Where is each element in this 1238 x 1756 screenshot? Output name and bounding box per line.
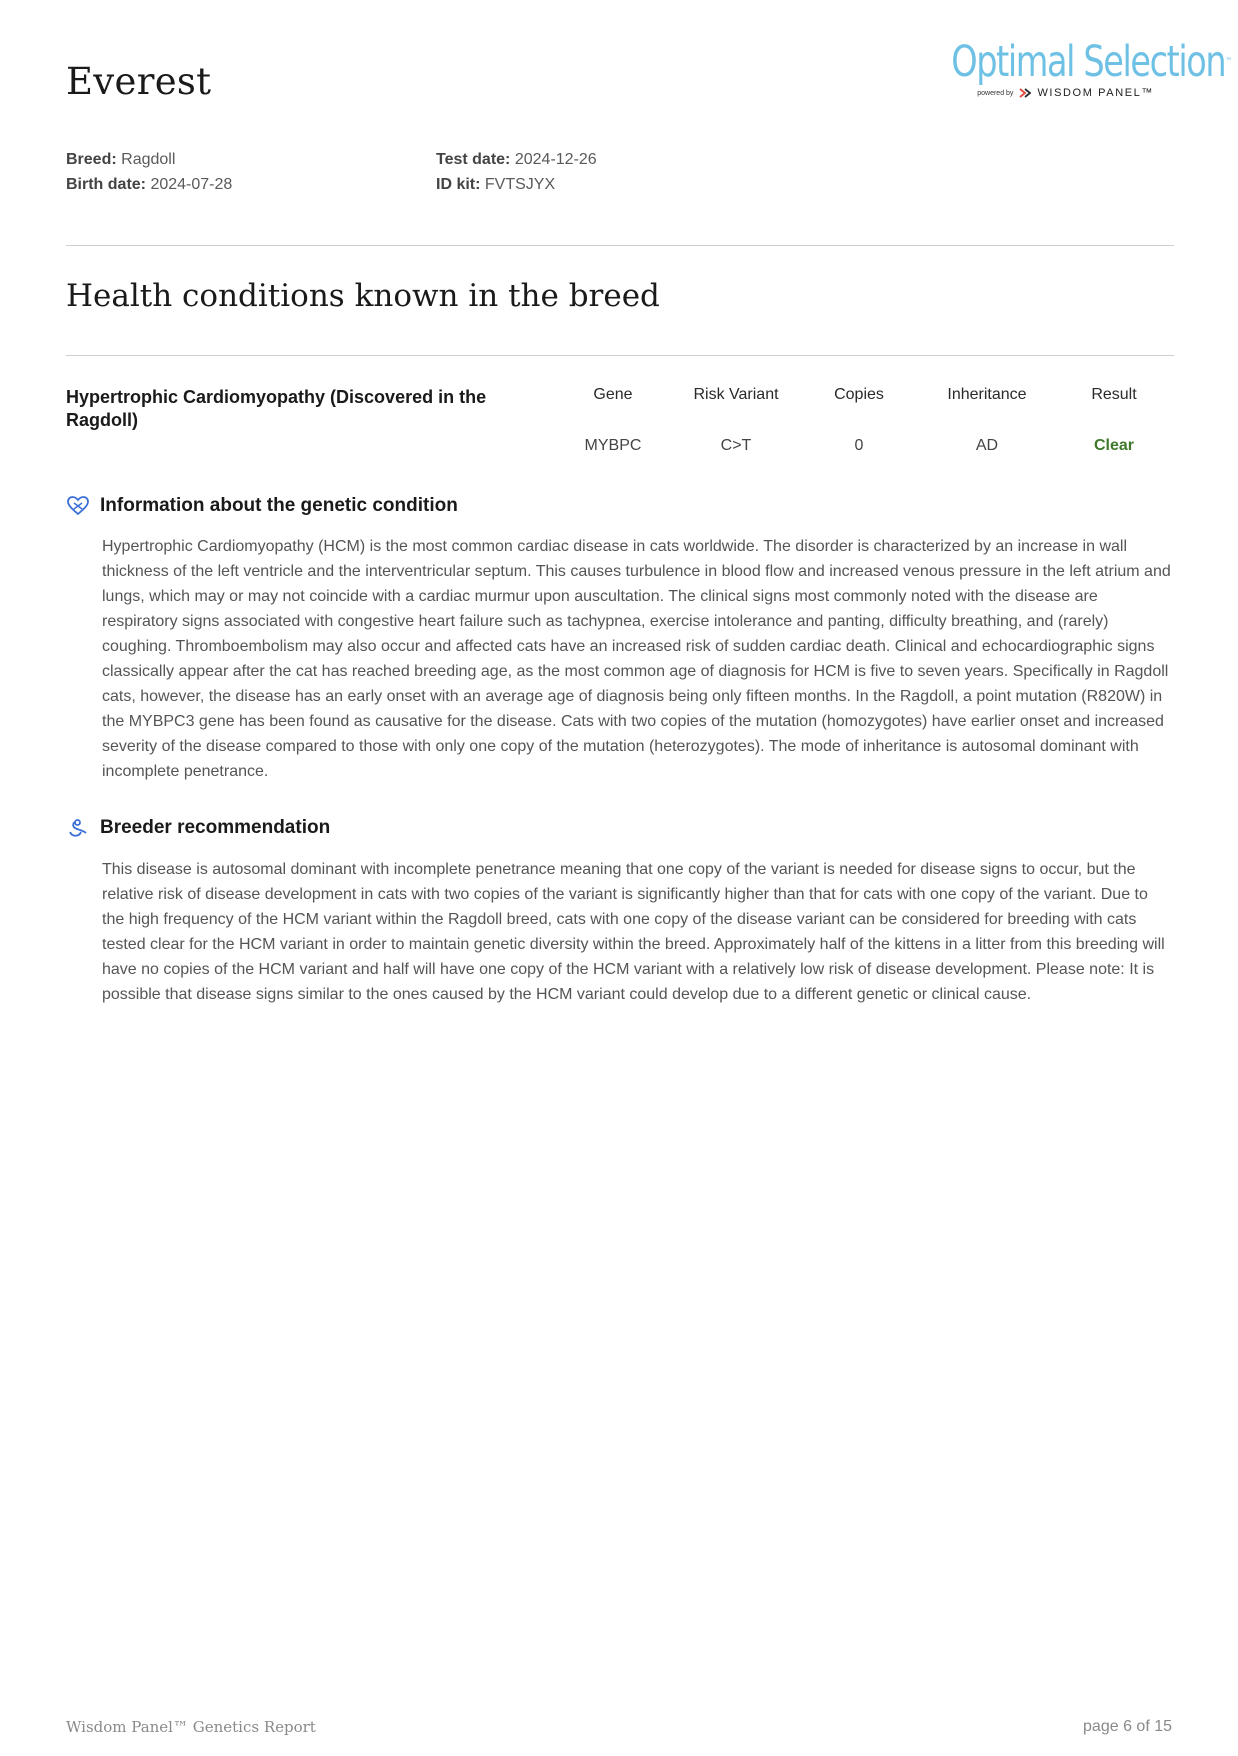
optimal-selection-logo xyxy=(894,37,1233,99)
logo-wordmark: Optimal Selection™ xyxy=(951,37,1233,87)
meta-left xyxy=(66,147,232,197)
birth-date-row: Birth date: 2024-07-28 xyxy=(66,176,233,193)
logo-brand: WISDOM PANEL™ xyxy=(1037,87,1154,99)
breeding-icon xyxy=(66,816,90,840)
divider xyxy=(66,355,1174,356)
section-title: Health conditions known in the breed xyxy=(66,278,660,314)
logo-subline xyxy=(894,87,1154,99)
test-date-value: 2024-12-26 xyxy=(514,151,597,168)
breed-row: Breed: Ragdoll xyxy=(66,151,176,168)
logo-powered-by: powered by xyxy=(977,89,1014,97)
heart-dna-icon xyxy=(66,494,90,518)
footer-report-title: Wisdom Panel™ Genetics Report xyxy=(66,1718,316,1736)
breeder-paragraph: This disease is autosomal dominant with incomplete penetrance meaning that one copy of the variant is needed for disease signs to occur, but the relative risk of disease development in cats with two copies of the variant is significantly higher than that for cats with one copy of the variant. Due to the high frequency of the HCM variant within the Ragdoll breed, cats with one copy of the disease variant can be considered for breeding with cats tested clear for the HCM variant in order to maintain genetic diversity within the breed. Approximately half of the kittens in a litter from this breeding will have no copies of the HCM variant and half will have one copy of the HCM variant with a relatively low risk of disease development. Please note: It is possible that disease signs similar to the ones caused by the HCM variant could develop due to a different genetic or clinical cause. xyxy=(102,861,1165,1003)
gene-value: MYBPC xyxy=(584,437,642,454)
info-paragraph: Hypertrophic Cardiomyopathy (HCM) is the most common cardiac disease in cats worldwide. The disorder is characterized by an increase in wall thickness of the left ventricle and the interventricular septum. This causes turbulence in blood flow and increased venous pressure in the left atrium and lungs, which may or may not coincide with a cardiac murmur upon auscultation. The clinical signs most commonly noted with the disease are respiratory signs associated with congestive heart failure such as tachypnea, exercise intolerance and panting, difficulty breathing, and (rarely) coughing. Thromboembolism may also occur and affected cats have an increased risk of sudden cardiac death. Clinical and echocardiographic signs classically appear after the cat has reached breeding age, as the most common age of diagnosis for HCM is five to seven years. Specifically in Ragdoll cats, however, the disease has an early onset with an average age of diagnosis being only fifteen months. In the Ragdoll, a point mutation (R820W) in the MYBPC3 gene has been found as causative for the disease. Cats with two copies of the mutation (homozygotes) have earlier onset and increased severity of the disease compared to those with only one copy of the mutation (heterozygotes). The mode of inheritance is autosomal dominant with incomplete penetrance. xyxy=(102,538,1171,780)
breed-value: Ragdoll xyxy=(121,151,176,168)
divider xyxy=(66,245,1174,246)
result-value: Clear xyxy=(1093,437,1135,454)
condition-name: Hypertrophic Cardiomyopathy (Discovered in the Ragdoll) xyxy=(66,387,487,430)
copies-value: 0 xyxy=(854,437,864,454)
breeder-heading-text: Breeder recommendation xyxy=(100,817,331,838)
info-heading xyxy=(66,494,458,518)
page-title: Everest xyxy=(66,60,212,103)
birth-date-value: 2024-07-28 xyxy=(150,176,233,193)
page-number: page 6 of 15 xyxy=(1083,1718,1172,1735)
risk-variant-header: Risk Variant xyxy=(693,386,779,403)
test-date-row: Test date: 2024-12-26 xyxy=(436,151,597,168)
id-kit-row: ID kit: FVTSJYX xyxy=(436,176,556,193)
risk-variant-value: C>T xyxy=(720,437,752,454)
meta-right xyxy=(436,147,597,197)
id-kit-value: FVTSJYX xyxy=(484,176,556,193)
info-heading-text: Information about the genetic condition xyxy=(100,495,458,516)
inheritance-header: Inheritance xyxy=(947,386,1027,403)
wisdom-panel-mark-icon xyxy=(1019,87,1031,99)
breeder-heading xyxy=(66,816,330,840)
gene-header: Gene xyxy=(593,386,633,403)
copies-header: Copies xyxy=(834,386,884,403)
inheritance-value: AD xyxy=(975,437,999,454)
result-header: Result xyxy=(1091,386,1137,403)
